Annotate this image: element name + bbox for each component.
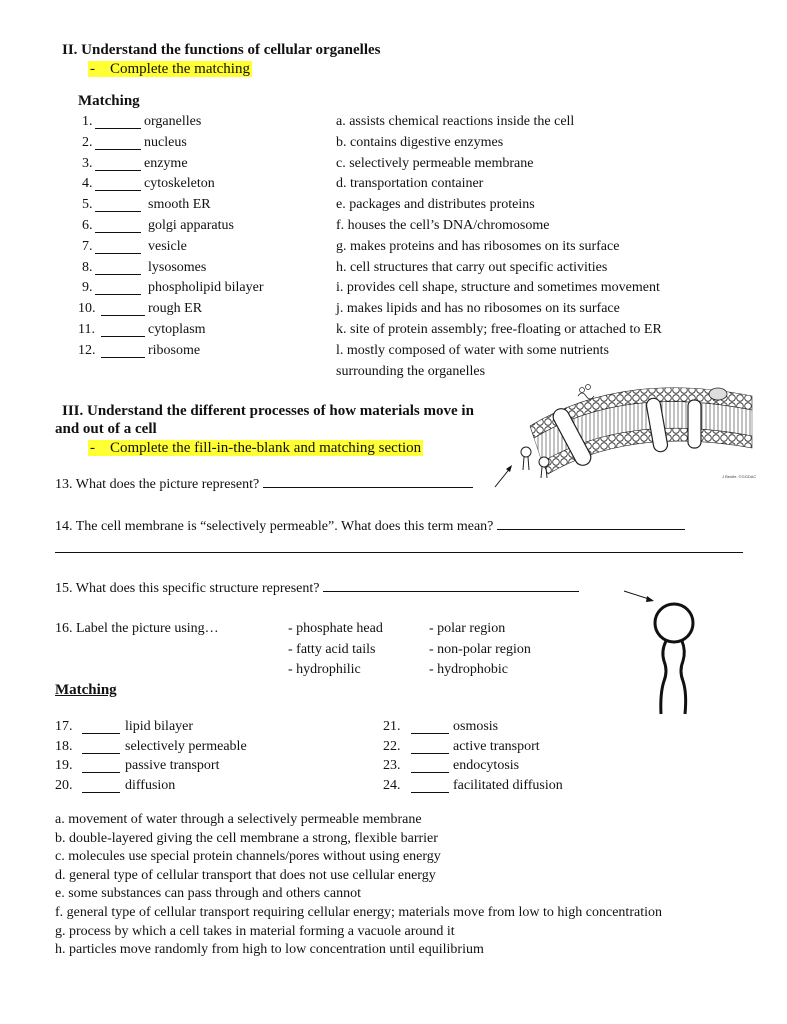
question-14 — [55, 516, 685, 535]
question-13 — [55, 474, 473, 493]
answer-blank[interactable] — [411, 719, 449, 734]
definition: c. selectively permeable membrane — [336, 155, 534, 171]
item-number: 23. — [383, 758, 401, 773]
instruction-text: Complete the matching — [110, 61, 250, 77]
answer-blank[interactable] — [95, 239, 141, 254]
item-number: 5. — [82, 197, 93, 213]
organelle-term: cytoplasm — [148, 322, 206, 337]
item-number: 12. — [78, 342, 96, 358]
label-option: - hydrophilic — [288, 662, 361, 677]
answer-blank[interactable] — [82, 758, 120, 773]
item-number: 18. — [55, 739, 73, 754]
answer-blank[interactable] — [95, 114, 141, 129]
matching-heading-1: Matching — [78, 93, 140, 109]
transport-term: diffusion — [125, 778, 176, 793]
definition: f. houses the cell’s DNA/chromosome — [336, 218, 550, 233]
definition: b. contains digestive enzymes — [336, 134, 504, 150]
transport-term: active transport — [453, 739, 540, 754]
answer-blank[interactable] — [95, 135, 141, 150]
answer-blank[interactable] — [411, 758, 449, 773]
organelle-term: nucleus — [144, 134, 187, 150]
definition: h. cell structures that carry out specific activities — [336, 259, 608, 275]
answer-blank[interactable] — [95, 197, 141, 212]
definition: a. movement of water through a selectively permeable membrane — [55, 812, 422, 827]
question-15 — [55, 578, 579, 597]
item-number: 17. — [55, 719, 73, 734]
organelle-term: phospholipid bilayer — [148, 280, 264, 296]
arrow-icon — [493, 462, 515, 490]
question-13-text: 13. What does the picture represent? — [55, 477, 260, 492]
item-number: 20. — [55, 778, 73, 793]
label-option: - fatty acid tails — [288, 641, 376, 657]
item-number: 2. — [82, 134, 93, 150]
organelle-term: smooth ER — [148, 197, 211, 213]
definition: surrounding the organelles — [336, 363, 486, 379]
item-number: 7. — [82, 238, 93, 254]
item-number: 9. — [82, 280, 93, 296]
answer-blank[interactable] — [82, 719, 120, 734]
transport-term: passive transport — [125, 758, 220, 773]
transport-term: facilitated diffusion — [453, 778, 563, 793]
answer-blank[interactable] — [101, 343, 145, 358]
definition: h. particles move randomly from high to low concentration until equilibrium — [55, 942, 484, 958]
item-number: 11. — [78, 322, 95, 337]
section3-title-line2: and out of a cell — [55, 421, 157, 437]
answer-blank[interactable] — [82, 739, 120, 754]
definition: l. mostly composed of water with some nutrients — [336, 342, 609, 358]
answer-blank[interactable] — [411, 778, 449, 793]
definition: c. molecules use special protein channels/pores without using energy — [55, 849, 441, 865]
organelle-term: cytoskeleton — [144, 176, 215, 192]
organelle-term: lysosomes — [148, 259, 207, 275]
section3-title-line1: III. Understand the different processes of how materials move in — [62, 403, 474, 419]
answer-blank-13[interactable] — [263, 474, 473, 488]
item-number: 10. — [78, 301, 96, 317]
definition: e. packages and distributes proteins — [336, 197, 535, 213]
item-number: 1. — [82, 114, 93, 129]
transport-term: selectively permeable — [125, 739, 247, 754]
definition: e. some substances can pass through and others cannot — [55, 886, 361, 902]
arrow-icon — [622, 588, 656, 604]
instruction-dash: - — [90, 440, 95, 456]
question-14-text: 14. The cell membrane is “selectively permeable”. What does this term mean? — [55, 519, 494, 534]
organelle-term: vesicle — [148, 238, 187, 254]
item-number: 6. — [82, 218, 93, 233]
item-number: 4. — [82, 176, 93, 192]
item-number: 19. — [55, 758, 73, 773]
item-number: 22. — [383, 739, 401, 754]
answer-blank-15[interactable] — [323, 578, 579, 592]
answer-blank[interactable] — [95, 260, 141, 275]
instruction-dash: - — [90, 61, 95, 77]
organelle-term: golgi apparatus — [148, 218, 234, 233]
definition: k. site of protein assembly; free-floating or attached to ER — [336, 322, 662, 337]
answer-blank[interactable] — [95, 280, 141, 295]
definition: d. transportation container — [336, 176, 484, 192]
organelle-term: organelles — [144, 114, 202, 129]
organelle-term: rough ER — [148, 301, 203, 317]
definition: g. makes proteins and has ribosomes on its surface — [336, 238, 620, 254]
question-16: 16. Label the picture using… — [55, 621, 219, 636]
item-number: 8. — [82, 259, 93, 275]
section3-instruction — [88, 440, 423, 457]
answer-blank[interactable] — [411, 739, 449, 754]
label-option: - phosphate head — [288, 621, 383, 636]
answer-blank[interactable] — [95, 176, 141, 191]
section2-title: II. Understand the functions of cellular organelles — [62, 42, 381, 58]
organelle-term: ribosome — [148, 342, 201, 358]
item-number: 24. — [383, 778, 401, 793]
transport-term: osmosis — [453, 719, 499, 734]
item-number: 21. — [383, 719, 401, 734]
section2-instruction — [88, 61, 252, 78]
label-option: - non-polar region — [429, 641, 531, 657]
question-15-text: 15. What does this specific structure represent? — [55, 581, 320, 596]
label-option: - polar region — [429, 621, 506, 636]
cell-membrane-diagram — [512, 378, 764, 488]
answer-blank-14[interactable] — [497, 516, 685, 530]
answer-blank[interactable] — [101, 322, 145, 337]
definition: i. provides cell shape, structure and sometimes movement — [336, 280, 660, 296]
label-option: - hydrophobic — [429, 662, 508, 677]
item-number: 3. — [82, 155, 93, 171]
answer-line-14[interactable] — [55, 552, 743, 553]
answer-blank[interactable] — [101, 301, 145, 316]
definition: b. double-layered giving the cell membrane a strong, flexible barrier — [55, 830, 438, 846]
answer-blank[interactable] — [95, 156, 141, 171]
transport-term: endocytosis — [453, 758, 520, 773]
answer-blank[interactable] — [95, 218, 141, 233]
definition: f. general type of cellular transport requiring cellular energy; materials move from low to high concentration — [55, 905, 662, 920]
image-credit: J Beutle, ©GGDAC — [722, 474, 757, 479]
matching-heading-2: Matching — [55, 682, 117, 698]
definition: a. assists chemical reactions inside the cell — [336, 114, 575, 129]
answer-blank[interactable] — [82, 778, 120, 793]
definition: g. process by which a cell takes in material forming a vacuole around it — [55, 923, 455, 939]
phospholipid-diagram — [652, 598, 696, 720]
definition: j. makes lipids and has no ribosomes on its surface — [336, 301, 620, 317]
organelle-term: enzyme — [144, 155, 188, 171]
definition: d. general type of cellular transport that does not use cellular energy — [55, 867, 436, 883]
transport-term: lipid bilayer — [125, 719, 194, 734]
instruction-text: Complete the fill-in-the-blank and matching section — [110, 440, 422, 456]
